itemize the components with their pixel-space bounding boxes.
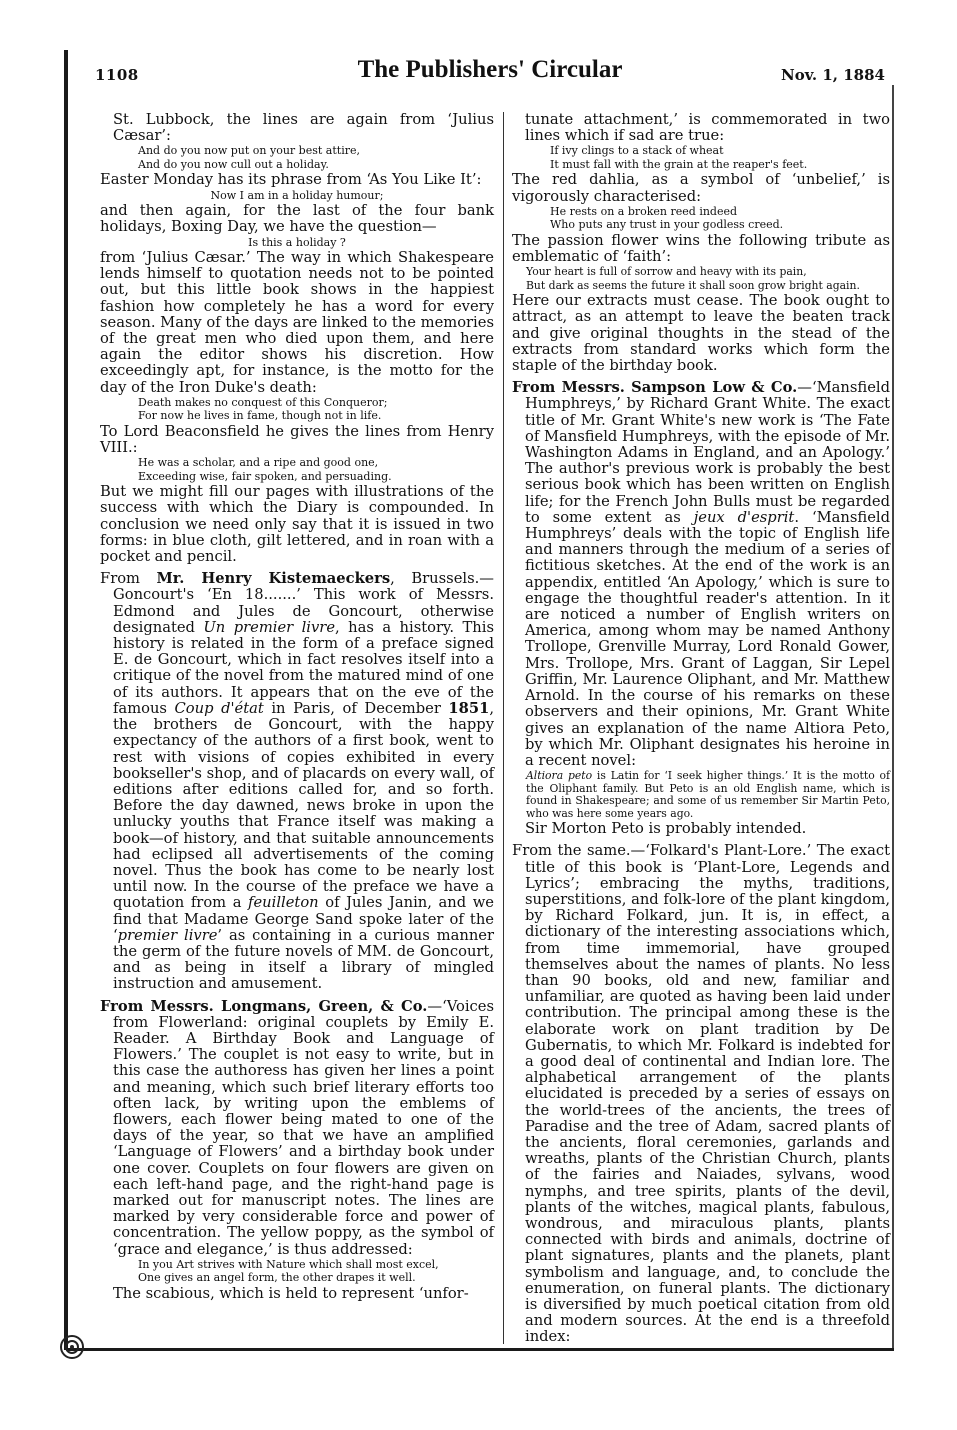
- quotation-line: He rests on a broken reed indeed: [550, 204, 738, 218]
- paragraph: and then again, for the last of the four bank holidays, Boxing Day, we have the question—: [100, 202, 494, 236]
- paragraph: Here our extracts must cease. The book ought to attract, as an attempt to leave the beaten track and give original thoughts in the stead of the extracts from standard works which form the staple of the birthday book.: [512, 292, 890, 375]
- book-title: Un premier livre: [203, 618, 336, 636]
- entry-text: . ‘Mansfield Humphreys’ deals with the topic of English life and manners through the medium of a series of fictitious sketches. At the end of the work is an appendix, entitled ‘An Apology,’ which is sure to engage the thoughtful reader's attention. In it are noticed a number of English writers on America, among whom may be named Anthony Trollope, Grenville Murray, Lord Ronald Gower, Mrs. Trollope, Mrs. Grant of Laggan, Sir Lepel Griffin, Mr. Laurence Oliphant, and Mr. Matthew Arnold. In the course of his remarks on these observers and their opinions, Mr. Grant White gives an explanation of the name Altiora Peto, by which Mr. Oliphant designates his heroine in a recent novel:: [525, 508, 890, 769]
- quotation-line: In you Art strives with Nature which shall most excel,: [138, 1257, 439, 1271]
- year: 1851: [448, 699, 490, 717]
- left-column: [100, 112, 494, 1302]
- paragraph: The passion flower wins the following tribute as emblematic of ‘faith’:: [512, 231, 890, 266]
- issue-date: Nov. 1, 1884: [781, 66, 885, 84]
- quotation-line: Is this a holiday ?: [248, 235, 346, 249]
- quotation-line: And do you now put on your best attire,: [138, 144, 360, 158]
- paragraph: Easter Monday has its phrase from ‘As You Like It’:: [100, 171, 482, 189]
- right-column: [512, 112, 890, 1346]
- publisher-name: Mr. Henry Kistemaeckers: [156, 570, 391, 588]
- paragraph: from ‘Julius Cæsar.’ The way in which Shakespeare lends himself to quotation needs not to be pointed out, but this little book shows in the happiest fashion how completely he has a word for every season. Many of the days are linked to the memories of the great men who died upon them, and here again the editor shows his discretion. How exceedingly apt, for instance, is the motto for the day of the Iron Duke's death:: [100, 249, 494, 396]
- publisher-name: From Messrs. Sampson Low & Co.: [512, 379, 798, 397]
- quotation-line: He was a scholar, and a ripe and good one,: [138, 456, 379, 470]
- footnote-quote: [512, 770, 890, 820]
- entry-text: —‘Voices from Flowerland: original couplets by Emily E. Reader. A Birthday Book and Language of Flowers.’ The couplet is not easy to write, but in this case the authoress has given her lines a point and meaning, which such brief literary efforts too often lack, by writing upon the emblems of flowers, each flower being mated to one of the days of the year, so that we have an amplified ‘Language of Flowers’ and a birthday book under one cover. Couplets on four flowers are given on each left-hand page, and the right-hand page is marked out for manuscript notes. The lines are marked by very considerable force and power of concentration. The yellow poppy, as the symbol of ‘grace and elegance,’ is thus addressed:: [113, 997, 494, 1258]
- review-entry-sampson-low: [512, 380, 890, 769]
- entry-text: in Paris, of December: [263, 699, 449, 717]
- paragraph: The red dahlia, as a symbol of ‘unbelief,’ is vigorously characterised:: [512, 171, 890, 205]
- review-entry-kistemaeckers: [100, 571, 494, 992]
- quotation-line: But dark as seems the future it shall soon grow bright again.: [526, 278, 860, 292]
- foreign-phrase: feuilleton: [248, 894, 319, 912]
- page-number: 1108: [95, 66, 139, 84]
- running-head: [95, 56, 885, 96]
- page-border-bottom: [66, 1348, 894, 1351]
- quotation-line: One gives an angel form, the other drapes it well.: [138, 1271, 416, 1285]
- entry-text: , has a history. This history is related in the form of a preface signed E. de Goncourt, which in fact resolves itself into a critique of the novel from the matured mind of one of its authors. It appears that on the eve of the famous: [113, 618, 494, 717]
- entry-text: , the brothers de Goncourt, with the happy expectancy of the authors of a first book, went to rest with visions of copies exhibited in every bookseller's shop, and of placards on every wall, of editions after editions called for, and so forth. Before the day dawned, news broke in upon the unlucky youths that France itself was making a book—of history, and that suitable announcements had eclipsed all advertisements of the coming novel. Thus the book has come to be nearly lost until now. In the course of the preface we have a quotation from a: [113, 699, 494, 912]
- quotation-line: If ivy clings to a stack of wheat: [550, 144, 724, 158]
- page-border-right: [892, 85, 894, 1350]
- quotation-line: Who puts any trust in your godless creed.: [550, 218, 784, 232]
- entry-text: —‘Mansfield Humphreys,’ by Richard Grant White. The exact title of Mr. Grant White's new work is ‘The Fate of Mansfield Humphreys, with the episode of Mr. Washington Adams in England, and an Apology.’ The author's previous work is probably the best serious book which has been written on English life; for the French John Bulls must be regarded to some extent as: [525, 379, 890, 526]
- foreign-phrase: jeux d'esprit: [693, 508, 795, 526]
- entry-text: ’ as containing in a curious manner the germ of the future novels of MM. de Goncourt, and as being in itself a library of mingled instruction and amusement.: [113, 926, 494, 993]
- journal-title: The Publishers' Circular: [357, 56, 623, 83]
- column-divider: [503, 112, 504, 1344]
- paragraph: St. Lubbock, the lines are again from ‘Julius Cæsar’:: [113, 111, 494, 145]
- review-entry-folkard: From the same.—‘Folkard's Plant-Lore.’ The exact title of this book is ‘Plant-Lore, Legends and Lyrics’; embracing the myths, traditions, superstitions, and folk-lore of the plant kingdom, by Richard Folkard, jun. It is, in effect, a dictionary of the interesting associations which, from time immemorial, have grouped themselves about the names of plants. No less than 90 books, old and new, familiar and unfamiliar, are quoted as having been laid under contribution. The principal among these is the elaborate work on plant tradition by De Gubernatis, to which Mr. Folkard is indebted for a good deal of continental and Indian lore. The alphabetical arrangement of the plants elucidated is preceded by a series of essays on the world-trees of the ancients, the trees of Paradise and the tree of Adam, sacred plants of the ancients, floral ceremonies, garlands and wreaths, plants of the Christian Church, plants of the fairies and Naiades, sylvans, wood nymphs, and tree spirits, plants of the devil, plants of the witches, magical plants, fabulous, wondrous, and miraculous plants, plants connected with birds and animals, doctrine of plant signatures, plants and the planets, plant symbolism and language, and, to conclude the enumeration, on funeral plants. The dictionary is diversified by much poetical citation from old and modern sources. At the end is a threefold index:: [512, 842, 890, 1346]
- quotation-line: Your heart is full of sorrow and heavy with its pain,: [526, 265, 807, 279]
- page-border-left: [64, 50, 68, 1350]
- entry-text: , Brussels.—Goncourt's ‘En 18.......’ This work of Messrs. Edmond and Jules de Goncourt, otherwise designated: [113, 570, 494, 636]
- quotation-line: Now I am in a holiday humour;: [210, 188, 384, 202]
- entry-lead: From: [100, 570, 157, 588]
- paragraph: Sir Morton Peto is probably intended.: [525, 820, 807, 838]
- review-entry-longmans: [100, 999, 494, 1258]
- quotation-line: Exceeding wise, fair spoken, and persuading.: [138, 469, 392, 483]
- quotation-line: Death makes no conquest of this Conqueror;: [138, 395, 388, 409]
- paragraph: To Lord Beaconsfield he gives the lines from Henry VIII.:: [100, 422, 494, 457]
- quotation-line: And do you now cull out a holiday.: [138, 157, 329, 171]
- quotation-line: It must fall with the grain at the reaper's feet.: [550, 157, 808, 171]
- publisher-name: From Messrs. Longmans, Green, & Co.: [100, 997, 428, 1015]
- foreign-phrase: Coup d'état: [174, 699, 264, 717]
- paragraph: But we might fill our pages with illustrations of the success with which the Diary is compounded. In conclusion we need only say that it is issued in two forms: in blue cloth, gilt lettered, and in roan with a pocket and pencil.: [100, 483, 494, 566]
- paragraph: The scabious, which is held to represent ‘unfor-: [113, 1284, 469, 1302]
- note-text: is Latin for ‘I seek higher things.’ It is the motto of the Oliphant family. But Peto is an old English name, which is found in Shakespeare; and some of us remember Sir Martin Peto, who was here some years ago.: [526, 769, 891, 820]
- quotation-line: For now he lives in fame, though not in life.: [138, 409, 382, 423]
- latin-phrase: Altiora peto: [526, 769, 593, 783]
- foreign-phrase: premier livre: [117, 926, 218, 944]
- paragraph: tunate attachment,’ is commemorated in two lines which if sad are true:: [525, 111, 890, 145]
- entry-text: of Jules Janin, and we find that Madame George Sand spoke later of the ‘: [113, 894, 494, 944]
- corner-ornament-icon: [58, 1333, 86, 1361]
